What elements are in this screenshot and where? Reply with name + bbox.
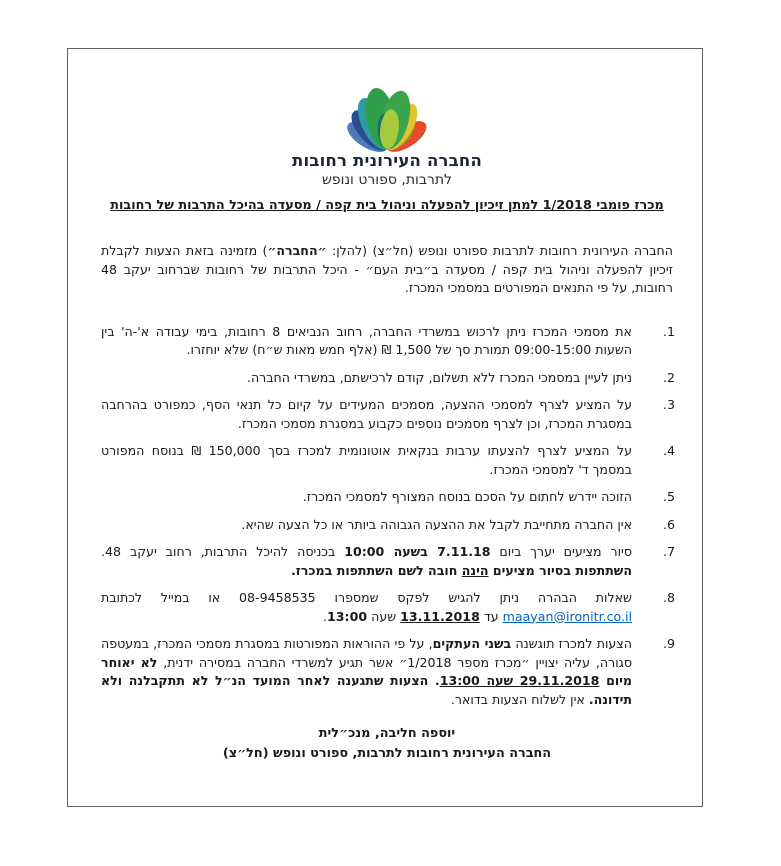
text-segment: לא יאוחר מיום [101, 654, 632, 688]
item-text [101, 323, 632, 360]
signature-block [99, 724, 675, 764]
item-number: 3. [662, 397, 675, 412]
document-title: מכרז פומבי 1/2018 למתן זיכיון להפעלה וניהול בית קפה / מסעדה בהיכל התרבות של רחובות [110, 198, 664, 213]
text-segment: ) מזמינה בזאת הצעות לקבלת זיכיון להפעלה וניהול בית קפה / מסעדה ב״בית העם״ - היכל התרבות של רחובות שברחוב יעקב 48 רחובות, על פי התנאים המפורטים במסמכי המכרז. [101, 243, 673, 295]
logo-subtitle: לתרבות, ספורט ונופש [321, 172, 453, 188]
list-item [99, 488, 675, 507]
item-text [101, 516, 632, 535]
text-segment: אין החברה מתחייבת לקבל את ההצעה הגבוהה ביותר או כל הצעה שהיא. [241, 516, 632, 532]
item-number: 6. [662, 516, 675, 532]
email-link[interactable]: maayan@ironitr.co.il [502, 608, 632, 624]
logo-title: החברה העירונית רחובות [291, 151, 482, 170]
item-text [101, 488, 632, 507]
text-segment: שעה [367, 608, 401, 624]
item-number: 4. [662, 443, 675, 458]
text-segment: 13.11.2018 [400, 608, 480, 624]
tender-items-list [99, 323, 675, 710]
text-segment: הינה [461, 562, 489, 578]
list-item [99, 516, 675, 535]
text-segment: על המציע לצרף למסמכי ההצעה, מסמכים המעידים על קיום כל תנאי הסף, כמפורט בהרחבה במסגרת המכרז, וכן לצרף מסמכים נוספים כקבוע במסגרת מסמכי המכרז. [101, 397, 632, 431]
text-segment: הזוכה יידרש לחתום על הסכם בנוסח המצורף למסמכי המכרז. [302, 489, 632, 504]
text-segment: הצעות למכרז תוגשנה [511, 636, 632, 651]
signature-company: החברה העירונית רחובות לתרבות, ספורט ונופש (חל״צ) [222, 745, 552, 761]
item-number: 8. [662, 590, 675, 605]
text-segment: סיור מציעים יערך ביום [490, 544, 632, 559]
text-segment: הצעות שתגענה לאחר המועד הנ״ל לא תתקבלנה ולא תידונה. [101, 673, 632, 707]
text-segment: בשני העתקים [432, 636, 512, 651]
text-segment: את מסמכי המכרז ניתן לרכוש במשרדי החברה, רחוב הנביאים 8 רחובות, בימי עבודה א'-ה' בין השעות 09:00-15:00 תמורת סך של 1,500 ₪ (אלף חמש מאות ש״ח) שלא יוחזרו. [101, 323, 632, 357]
logo-flower-icon [307, 83, 467, 153]
item-text [101, 589, 632, 626]
list-item [99, 323, 675, 360]
list-item [99, 396, 675, 433]
text-segment: 13:00 [327, 608, 368, 624]
list-item [99, 442, 675, 479]
text-segment: חובה לשם השתתפות במכרז. [291, 562, 462, 578]
item-text [101, 543, 632, 580]
text-segment: ״החברה״ [267, 243, 327, 258]
text-segment: . [323, 608, 328, 624]
text-segment: בכניסה להיכל התרבות, רחוב יעקב 48. [101, 544, 345, 559]
text-segment: השתתפות בסיור מציעים [488, 562, 632, 578]
text-segment: עד [479, 608, 503, 624]
text-segment: על המציע לצרף להצעתו ערבות בנקאית אוטונומית למכרז בסך 150,000 ₪ בנוסח המפורט במסמך ד' למסמכי המכרז. [101, 443, 632, 477]
item-text [101, 396, 632, 433]
signature-name: יוספה חליבה, מנכ״לית [318, 726, 456, 741]
list-item [99, 369, 675, 388]
item-number: 7. [662, 544, 675, 559]
text-segment: ניתן לעיין במסמכי המכרז ללא תשלום, קודם לרכישתם, במשרדי החברה. [246, 369, 632, 385]
item-text [101, 442, 632, 479]
item-number: 5. [662, 489, 675, 504]
item-text [101, 369, 632, 388]
text-segment: 29.11.2018 שעה 13:00 [439, 673, 600, 688]
text-segment: , על פי ההוראות המפורטות במסגרת מסמכי המכרז, במעטפה סגורה, עליה יצויין ״מכרז מספר 1/2018״ אשר תגיע למשרדי החברה במסירה ידנית, [101, 636, 632, 670]
text-segment: החברה העירונית רחובות לתרבות ספורט ונופש (חל״צ) (להלן: [326, 243, 673, 258]
intro-paragraph [101, 242, 673, 298]
text-segment: 7.11.18 בשעה 10:00 [344, 544, 491, 559]
list-item [99, 589, 675, 626]
company-logo [99, 83, 675, 189]
text-segment: שאלות הבהרה ניתן להגיש לפקס שמספרו 08-9458535 או במייל לכתובת [101, 590, 632, 605]
text-segment: . [428, 673, 440, 688]
list-item [99, 635, 675, 709]
text-segment: אין לשלוח הצעות בדואר. [450, 691, 589, 707]
item-number: 1. [662, 323, 675, 339]
item-number: 9. [662, 636, 675, 651]
item-text [101, 635, 632, 709]
document-page [67, 48, 703, 807]
list-item [99, 543, 675, 580]
item-number: 2. [662, 369, 675, 385]
